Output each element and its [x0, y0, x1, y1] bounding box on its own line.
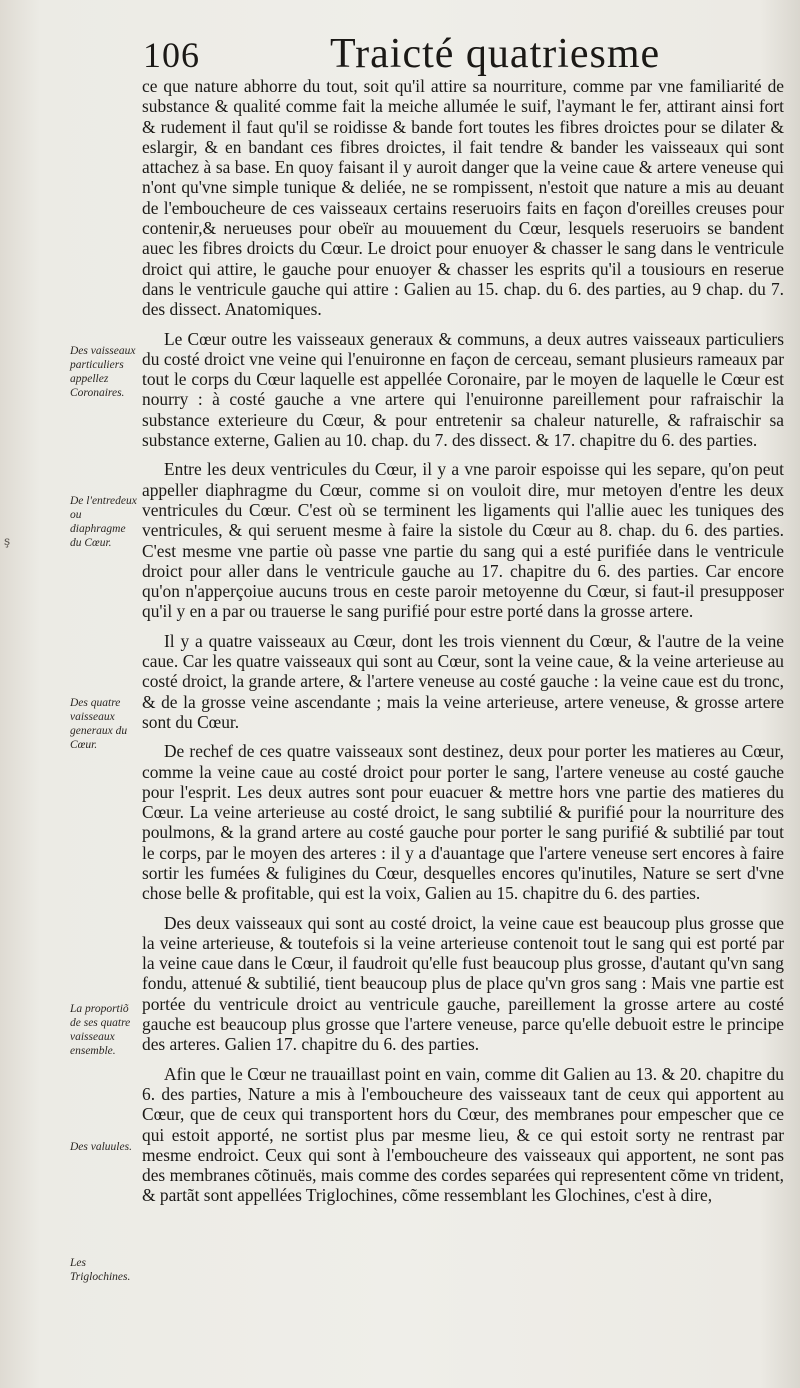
margin-note-proportion: La proportiõ de ses quatre vaisseaux ensemble.: [70, 1003, 131, 1057]
paragraph-destination: De rechef de ces quatre vaisseaux sont destinez, deux pour porter les matieres au Cœur, comme la veine caue au costé droict pour porter le sang, l'artere veneuse au costé gauche pour l'esprit. Les deux autres sont pour euacuer & mettre hors vne partie des matieres du Cœur. La veine arterieuse au costé droict, le sang subtilié & purifié pour la nourriture des poulmons, & la grand artere au costé gauche pour porter le sang purifié & subtilié par tout le corps, par le moyen des arteres : il y a d'auantage que l'artere veneuse sert encores à faire sortir les fumées & fuligines du Cœur, desquelles encores qu'inutiles, Nature se sert d'vne chose belle & profitable, qui est la voix, Galien au 15. chapitre du 6. des parties.: [142, 741, 784, 904]
paragraph-1: ce que nature abhorre du tout, soit qu'il attire sa nourriture, comme par vne familiarité de substance & qualité comme fait la meiche allumée le suif, l'aymant le fer, attirant ainsi fort & rudement il faut qu'il se roidisse & bande fort toutes les fibres droictes pour se dilater & eslargir, & en bandant ces fibres droictes, il fait tendre & bander les vaisseaux qui sont attachez à sa base. En quoy faisant il y auroit danger que la veine caue & artere veneuse qui n'ont qu'vne simple tunique & deliée, ne se rompissent, n'estoit que nature a mis au deuant de l'emboucheure de ces vaisseaux certains reseruoirs faits en façon d'oreilles creuses pour contenir,& nerueuses pour obeïr au mouuement du Cœur, lesquels reseruoirs se bandent auec les fibres droicts du Cœur. Le droict pour enuoyer & chasser le sang dans le ventricule droict qui attire, le gauche pour enuoyer & chasser les esprits qu'il a tousiours en reserue dans le ventricule gauche qui attire : Galien au 15. chap. du 6. des parties, au 9 chap. du 7. des dissect. Anatomiques.: [142, 76, 784, 320]
paragraph-quatre-vaisseaux: Il y a quatre vaisseaux au Cœur, dont les trois viennent du Cœur, & l'autre de la veine caue. Car les quatre vaisseaux qui sont au Cœur, sont la veine caue, & la veine arterieuse au costé droict, la grande artere, & l'artere veneuse au costé gauche : la veine caue est du tronc, & de la grosse veine ascendante ; mais la veine arterieuse, artere veneuse, & grosse artere sont du Cœur.: [142, 630, 784, 732]
margin-note-coronaires: Des vaisseaux particuliers appellez Coronaires.: [70, 345, 136, 399]
margin-note-diaphragme: De l'entredeux ou diaphragme du Cœur.: [70, 495, 137, 549]
margin-note-triglochines: Les Triglochines.: [70, 1257, 131, 1283]
paragraph-diaphragme: Entre les deux ventricules du Cœur, il y a vne paroir espoisse qui les separe, qu'on peut appeller diaphragme du Cœur, comme si on vouloit dire, mur metoyen d'entre les deux ventricules du Cœur. C'est où se terminent les ligaments qui l'allie auec les tuniques des ventricules, & qui seruent mesme à faire la sistole du Cœur au 8. chap. du 6. des parties. C'est mesme vne partie où passe vne partie du sang qui a esté purifiée dans le ventricule droict pour aller dans le ventricule gauche au 17. chapitre du 6. des parties. Car encore qu'on n'apperçoiue aucuns trous en ceste paroir metoyenne du Cœur, si faut-il presupposer qu'il y en a par ou trauerse le sang purifié pour estre porté dans la grosse artere.: [142, 459, 784, 622]
running-head: Traicté quatriesme: [330, 31, 661, 77]
margin-note-valuules: Des valuules.: [70, 1141, 132, 1153]
paragraph-coronaires: Le Cœur outre les vaisseaux generaux & communs, a deux autres vaisseaux particuliers du costé droict vne veine qui l'enuironne en façon de cerceau, semant plusieurs rameaux par tout le corps du Cœur laquelle est appellée Coronaire, par le moyen de laquelle le Cœur est nourry : à costé gauche a vne artere qui l'enuironne pareillement pour rafraischir la substance exterieure du Cœur, & pour entretenir sa chaleur naturelle, & rafraischir sa substance externe, Galien au 10. chap. du 7. des dissect. & 17. chapitre du 6. des parties.: [142, 328, 784, 451]
margin-note-quatre-vaisseaux: Des quatre vaisseaux generaux du Cœur.: [70, 697, 128, 751]
page-header: [0, 30, 800, 80]
paragraph-proportion: Des deux vaisseaux qui sont au costé droict, la veine caue est beaucoup plus grosse que la veine arterieuse, & toutefois si la veine arterieuse contenoit tout le sang qui est porté par la veine caue dans le Cœur, il faudroit qu'elle fust beaucoup plus grosse, d'autant qu'vn sang fondu, attenué & subtilié, tient beaucoup plus de place qu'vn gros sang : Mais vne partie est portée du ventricule droict au ventricule gauche, pareillement la grosse artere au costé gauche est beaucoup plus grosse que l'artere veneuse, parce qu'elle debuoit estre le principe des arteres. Galien 17. chapitre du 6. des parties.: [142, 912, 784, 1055]
page-number: 106: [143, 35, 200, 75]
paragraph-valuules: Afin que le Cœur ne trauaillast point en vain, comme dit Galien au 13. & 20. chapitre du 6. des parties, Nature a mis à l'emboucheure des vaisseaux tant de ceux qui apportent au Cœur, que de ceux qui transportent hors du Cœur, des membranes pour empescher que ce qui estoit apporté, ne sortist plus par mesme lieu, & ce qui estoit sorty ne rentrast par mesme endroict. Ceux qui sont à l'emboucheure des vaisseaux qui apportent, ne sont pas des membranes cõtinuës, mais comme des cordes separées qui representent cõme vn trident, & partãt sont appellées Triglochines, cõme ressemblant les Glochines, c'est à dire,: [142, 1063, 784, 1206]
binding-mark: ş: [4, 534, 11, 548]
main-text-block: [142, 76, 784, 1206]
